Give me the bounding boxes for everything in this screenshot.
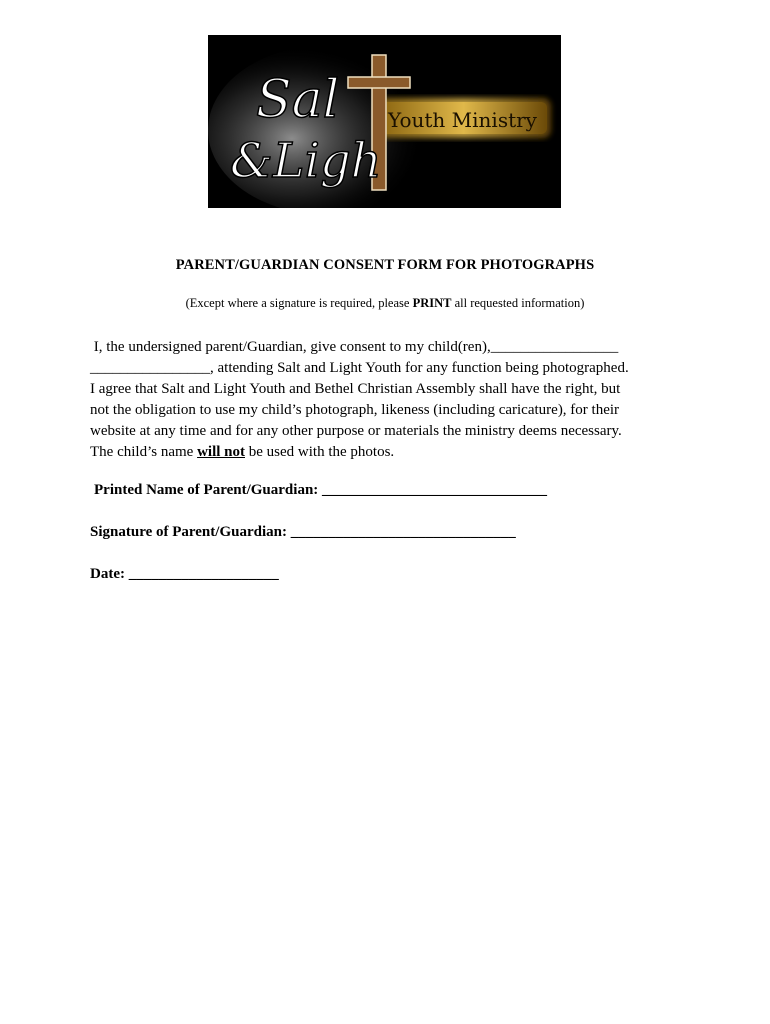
- instructions-print-emphasis: PRINT: [412, 296, 452, 310]
- paragraph-line: I agree that Salt and Light Youth and Bethel Christian Assembly shall have the right, but: [90, 381, 621, 397]
- paragraph-last-line: [90, 442, 690, 463]
- logo-graphic: [208, 35, 561, 208]
- paragraph-line: not the obligation to use my child’s photograph, likeness (including caricature), for their: [90, 402, 620, 418]
- consent-paragraph: [90, 337, 690, 463]
- logo-text-sal: Sal: [256, 70, 340, 130]
- date-field[interactable]: Date: ____________________: [90, 566, 279, 582]
- form-instructions: [0, 296, 770, 311]
- printed-name-field[interactable]: Printed Name of Parent/Guardian: ______________________________: [94, 482, 548, 498]
- instructions-text-after: all requested information): [451, 296, 585, 310]
- instructions-text-before: (Except where a signature is required, please: [185, 296, 413, 310]
- last-line-after: be used with the photos.: [245, 444, 395, 460]
- last-line-before: The child’s name: [90, 444, 198, 460]
- will-not-emphasis: will not: [197, 444, 245, 460]
- paragraph-line: I, the undersigned parent/Guardian, give consent to my child(ren),_________________: [90, 339, 619, 355]
- paragraph-line: ________________, attending Salt and Light Youth for any function being photographed.: [90, 360, 629, 376]
- signature-field[interactable]: Signature of Parent/Guardian: ______________________________: [90, 524, 516, 540]
- form-title: PARENT/GUARDIAN CONSENT FORM FOR PHOTOGRAPHS: [175, 257, 595, 273]
- paragraph-line: website at any time and for any other purpose or materials the ministry deems necessary.: [90, 423, 622, 439]
- salt-and-light-logo: [208, 35, 561, 208]
- logo-text-light: &Ligh: [230, 133, 382, 189]
- logo-text-youth-ministry: Youth Ministry: [388, 108, 537, 132]
